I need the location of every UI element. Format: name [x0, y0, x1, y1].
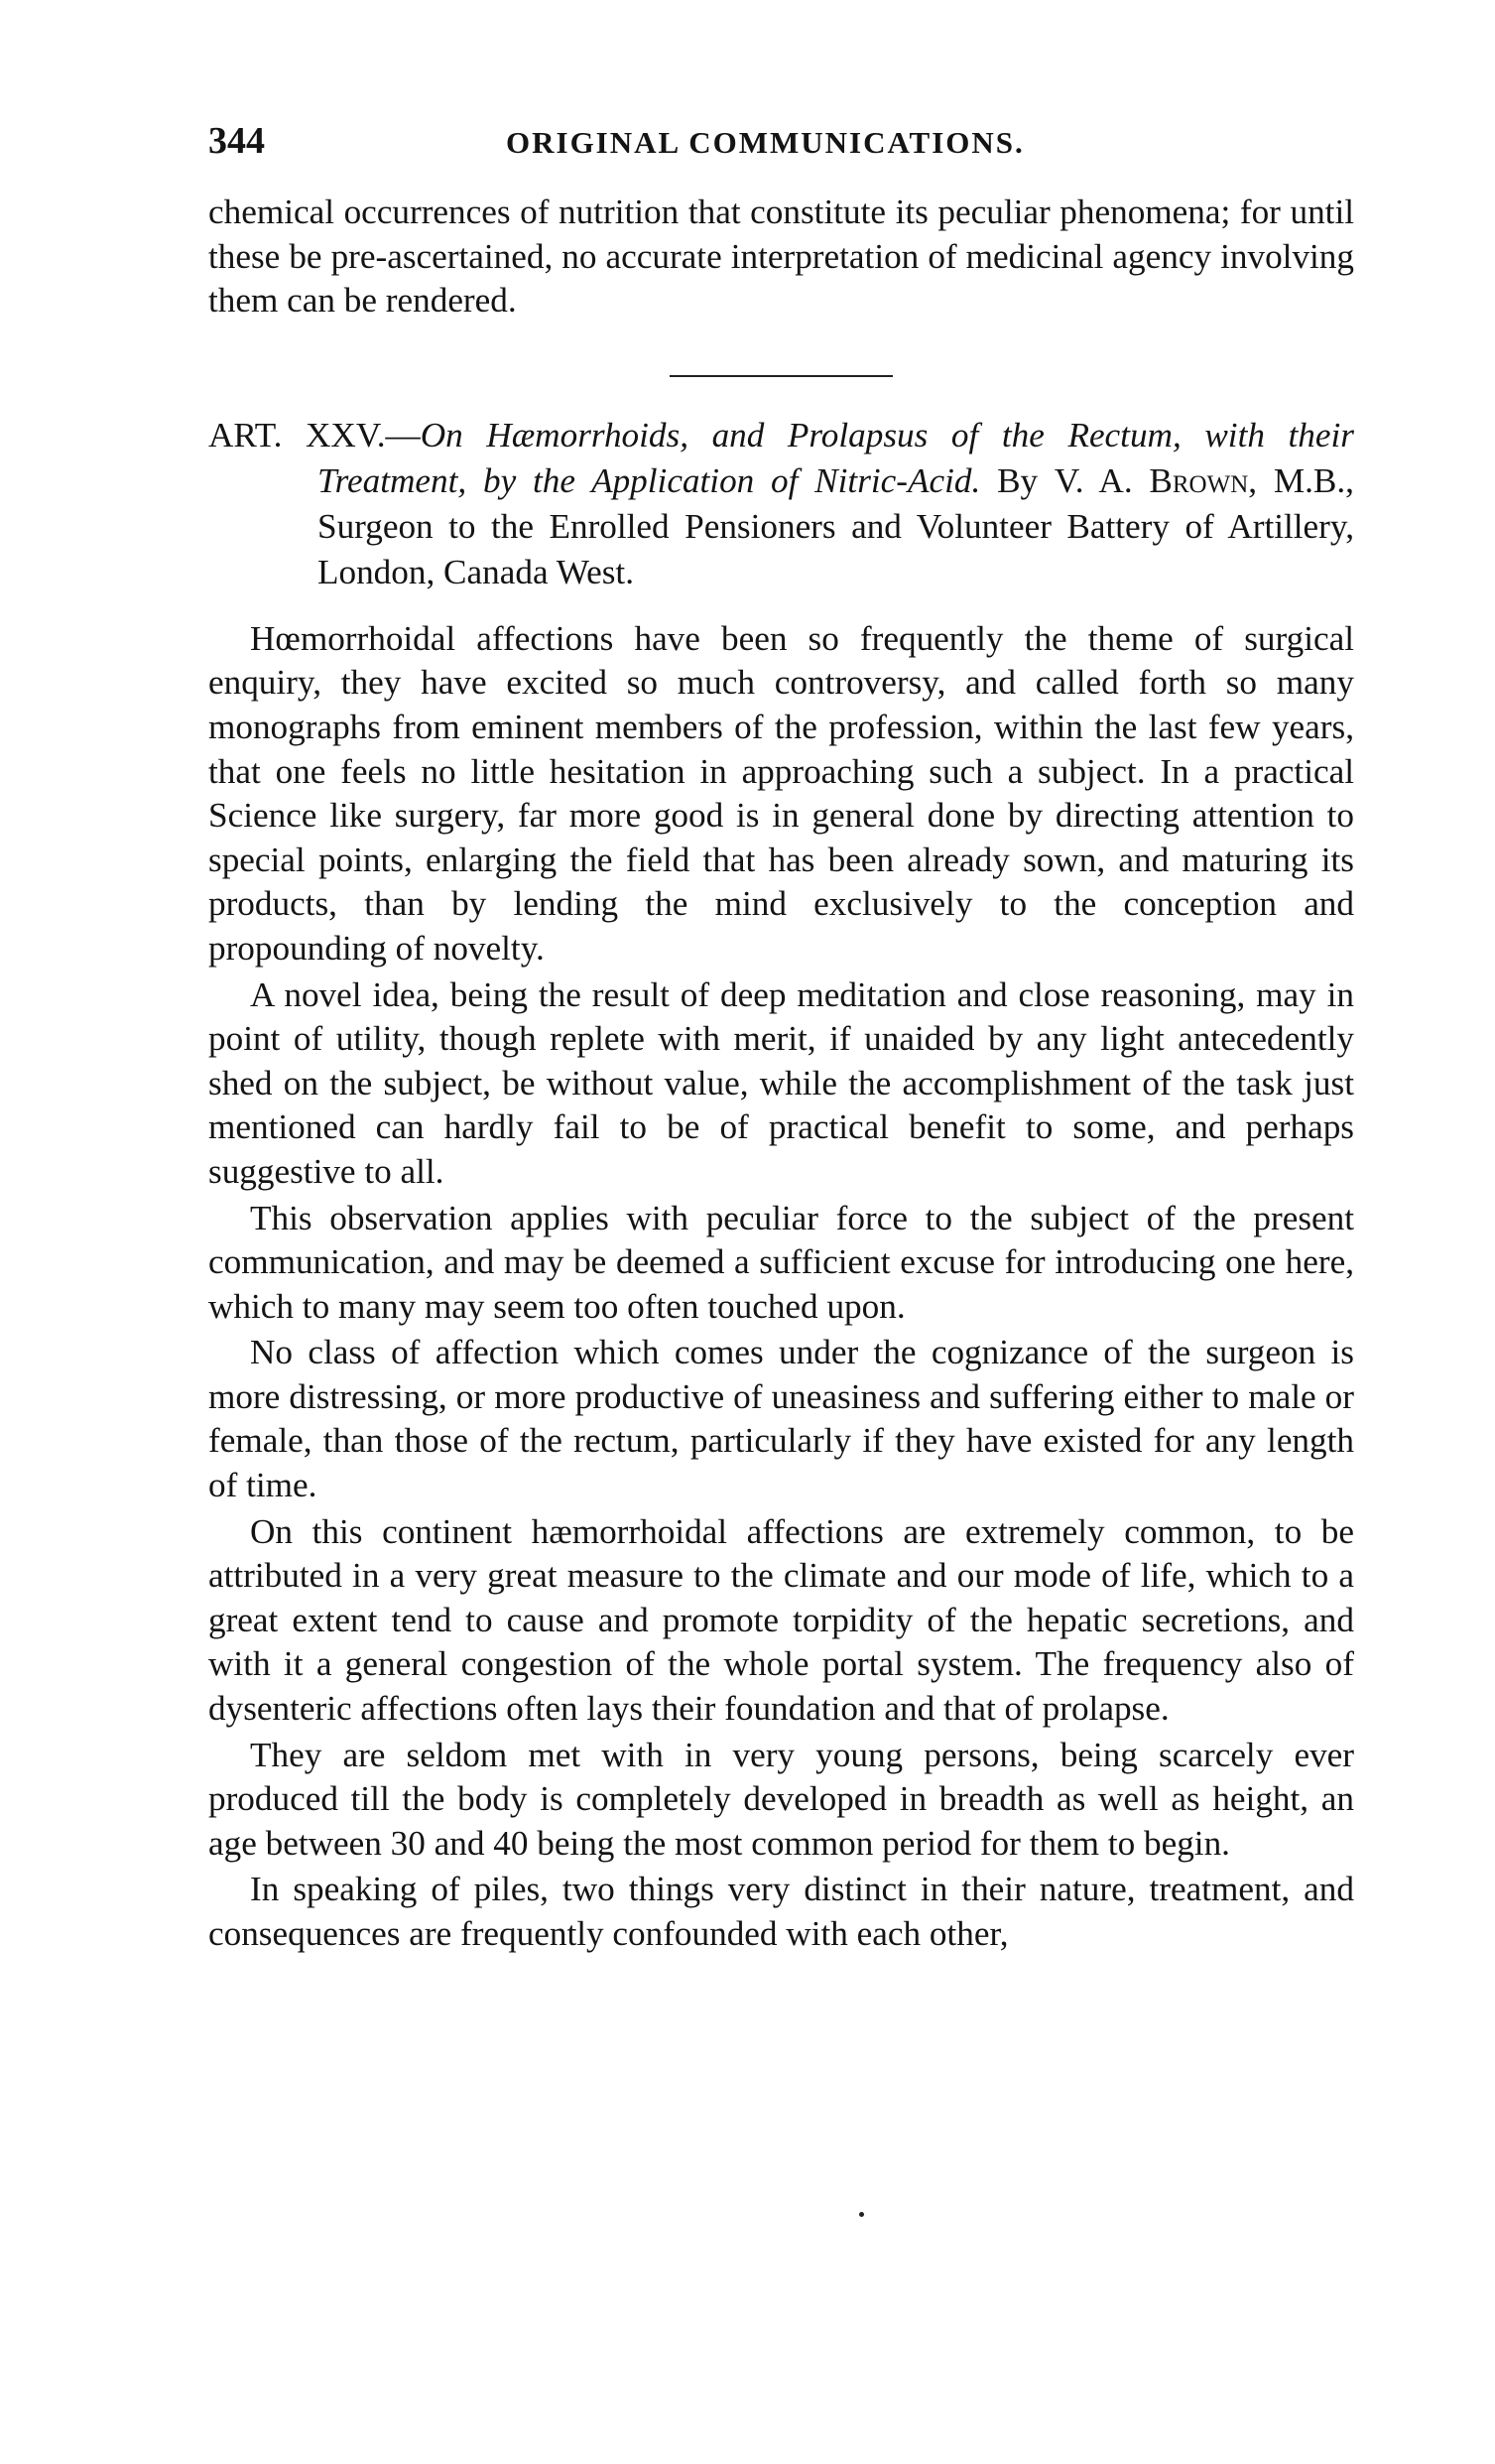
article-credentials: , M.B., Surgeon to the Enrolled Pensioners and Volunteer Battery of Artillery, London, Canada West.: [317, 460, 1354, 591]
article-body: [208, 617, 1354, 1957]
body-paragraph: A novel idea, being the result of deep meditation and close reasoning, may in point of utility, though replete with merit, if unaided by any light antecedently shed on the subject, be without value, while the accomplishment of the task just mentioned can hardly fail to be of practical benefit to some, and perhaps suggestive to all.: [208, 974, 1354, 1191]
article-title: On Hæmorrhoids, and Prolapsus of the Rectum, with their Treatment, by the Application of Nitric-Acid.: [317, 415, 1354, 500]
document-page: [208, 119, 1354, 1959]
page-number: 344: [208, 120, 265, 162]
stray-ink-dot: [859, 2212, 864, 2217]
body-paragraph: Hœmorrhoidal affections have been so frequently the theme of surgical enquiry, they have excited so much controversy, and called forth so many monographs from eminent members of the profession, within the last few years, that one feels no little hesitation in approaching such a subject. In a practical Science like surgery, far more good is in general done by directing attention to special points, enlarging the field that has been already sown, and maturing its products, than by lending the mind exclusively to the conception and propounding of novelty.: [208, 618, 1354, 968]
body-paragraph: They are seldom met with in very young persons, being scarcely ever produced till the body is completely developed in breadth as well as height, an age between 30 and 40 being the most common period for them to begin.: [208, 1735, 1354, 1863]
article-dash: —: [385, 415, 421, 454]
article-author: V. A. Brown: [1054, 460, 1249, 500]
page-header: [208, 119, 1354, 179]
running-head: ORIGINAL COMMUNICATIONS.: [506, 125, 1025, 160]
body-paragraph: No class of affection which comes under the cognizance of the surgeon is more distressing, or more productive of uneasiness and suffering either to male or female, than those of the rectum, particularly if they have existed for any length of time.: [208, 1333, 1354, 1505]
article-heading: [208, 413, 1354, 595]
intro-paragraph: chemical occurrences of nutrition that constitute its peculiar phenomena; for until these be pre-ascertained, no accurate interpretation of medicinal agency involving them can be rendered.: [208, 193, 1354, 321]
body-paragraph: This observation applies with peculiar force to the subject of the present communication, and may be deemed a sufficient excuse for introducing one here, which to many may seem too often touched upon.: [208, 1198, 1354, 1326]
body-paragraph: On this continent hæmorrhoidal affections are extremely common, to be attributed in a very great measure to the climate and our mode of life, which to a great extent tend to cause and promote torpidity of the hepatic secretions, and with it a general congestion of the whole portal system. The frequency also of dysenteric affections often lays their foundation and that of prolapse.: [208, 1511, 1354, 1729]
section-divider: [670, 375, 893, 377]
article-number: ART. XXV.: [208, 415, 386, 454]
body-paragraph: In speaking of piles, two things very distinct in their nature, treatment, and consequences are frequently confounded with each other,: [208, 1870, 1354, 1953]
article-by: By: [980, 460, 1055, 500]
